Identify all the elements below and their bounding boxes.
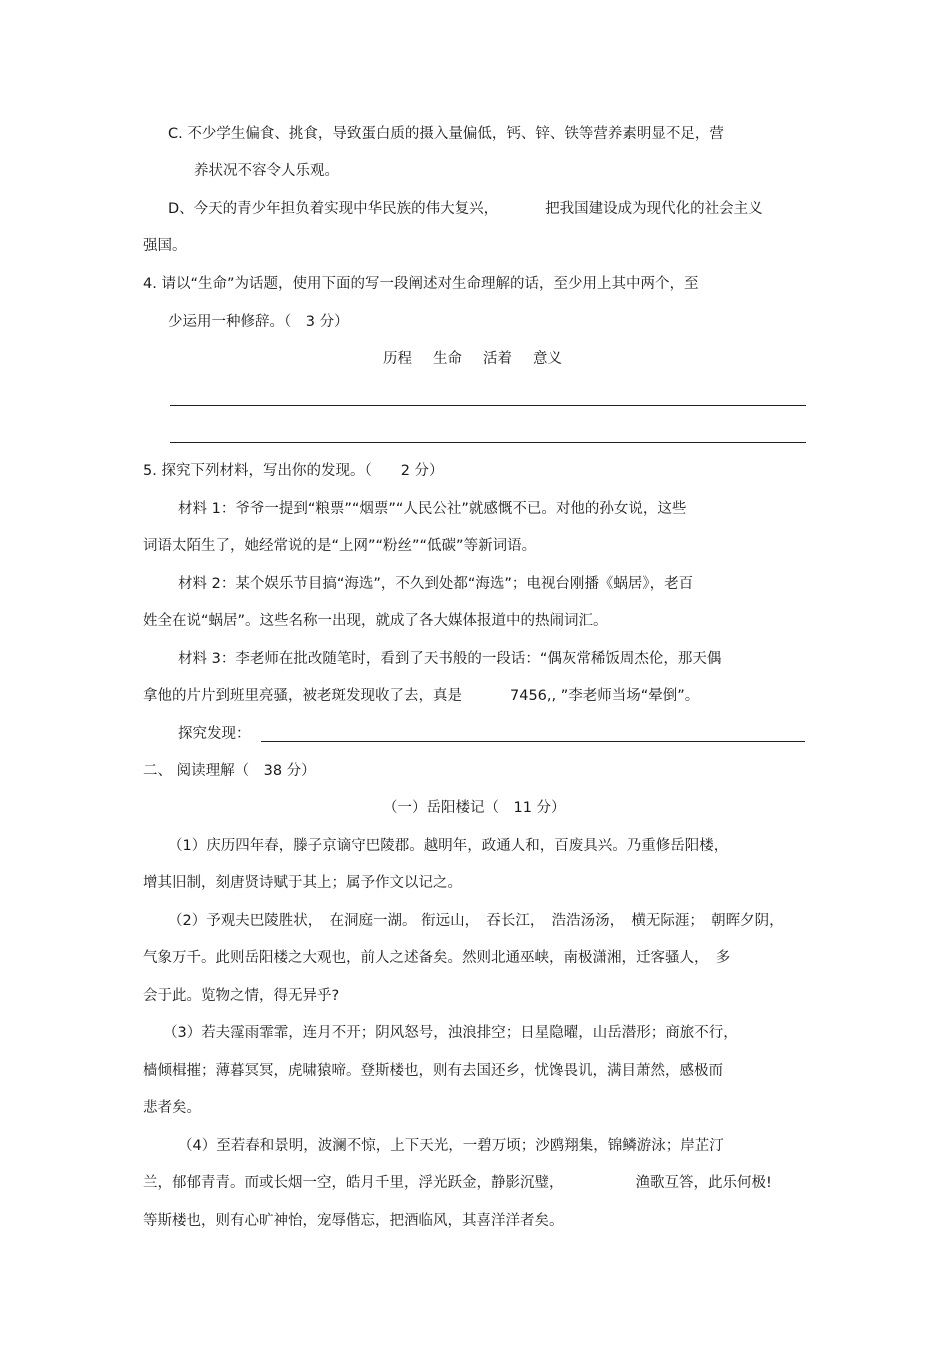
- passage-title: （一）岳阳楼记（ 11 分）: [383, 800, 566, 816]
- word-4: 意义: [533, 351, 562, 367]
- word-1: 历程: [383, 351, 412, 367]
- material-1-line2: 词语太陌生了，她经常说的是“上网”“粉丝”“低碳”等新词语。: [143, 538, 537, 554]
- paragraph-4-line1: （4）至若春和景明，波澜不惊，上下天光，一碧万顷；沙鸥翔集，锦鳞游泳；岸芷汀: [178, 1138, 724, 1154]
- paragraph-4-line2: [143, 1173, 772, 1193]
- option-d-line1-part1: D、今天的青少年担负着实现中华民族的伟大复兴，: [168, 201, 499, 217]
- word-3: 活着: [483, 351, 512, 367]
- option-d-line2: 强国。: [143, 238, 187, 254]
- material-2-line2: 姓全在说“蜗居”。这些名称一出现，就成了各大媒体报道中的热闹词汇。: [143, 613, 608, 629]
- material-2-line1: 材料 2：某个娱乐节目搞“海选”，不久到处都“海选”；电视台刚播《蜗居》，老百: [178, 576, 694, 592]
- paragraph-2-line3: 会于此。览物之情，得无异乎?: [143, 988, 340, 1004]
- option-d-line1: [168, 199, 763, 219]
- paragraph-2-line2: 气象万千。此则岳阳楼之大观也，前人之述备矣。然则北通巫峡，南极潇湘，迁客骚人， 多: [143, 950, 731, 966]
- paragraph-4-line2-part2: 渔歌互答，此乐何极!: [635, 1175, 772, 1191]
- material-3-line1: 材料 3：李老师在批改随笔时，看到了天书般的一段话：“偶灰常稀饭周杰伦，那天偶: [178, 651, 722, 667]
- paragraph-1-line2: 增其旧制，刻唐贤诗赋于其上；属予作文以记之。: [143, 875, 462, 891]
- paragraph-4-line3: 等斯楼也，则有心旷神怡，宠辱偕忘，把酒临风，其喜洋洋者矣。: [143, 1213, 564, 1229]
- paragraph-3-line3: 悲者矣。: [143, 1100, 201, 1116]
- finding-label: 探究发现：: [178, 726, 251, 742]
- material-3-line2-part2: 7456,, ”李老师当场“晕倒”。: [510, 688, 700, 704]
- material-3-line2-part1: 拿他的片片到班里亮骚，被老斑发现收了去，真是: [143, 688, 462, 704]
- question-5-title: 5. 探究下列材料，写出你的发现。（ 2 分）: [143, 463, 444, 479]
- paragraph-3-line2: 樯倾楫摧；薄暮冥冥，虎啸猿啼。登斯楼也，则有去国还乡，忧馋畏讥，满目萧然，感极而: [143, 1063, 723, 1079]
- finding-answer-line[interactable]: [261, 741, 805, 742]
- option-c-line1: C. 不少学生偏食、挑食，导致蛋白质的摄入量偏低，钙、锌、铁等营养素明显不足，营: [168, 126, 724, 142]
- question-4-line1: 4. 请以“生命”为话题，使用下面的写一段阐述对生命理解的话，至少用上其中两个，至: [143, 276, 699, 292]
- question-4-line2: 少运用一种修辞。（ 3 分）: [168, 314, 349, 330]
- option-c-line2: 养状况不容令人乐观。: [194, 163, 339, 179]
- material-3-line2: [143, 686, 699, 706]
- word-2: 生命: [433, 351, 462, 367]
- answer-line-1[interactable]: [170, 405, 806, 406]
- paragraph-1-line1: （1）庆历四年春，滕子京谪守巴陵郡。越明年，政通人和，百废具兴。乃重修岳阳楼，: [168, 838, 729, 854]
- answer-line-2[interactable]: [170, 442, 806, 443]
- paragraph-3-line1: （3）若夫霪雨霏霏，连月不开；阴风怒号，浊浪排空；日星隐曜，山岳潜形；商旅不行，: [163, 1025, 738, 1041]
- material-1-line1: 材料 1：爷爷一提到“粮票”“烟票”“人民公社”就感慨不已。对他的孙女说，这些: [178, 501, 687, 517]
- option-d-line1-part2: 把我国建设成为现代化的社会主义: [545, 201, 763, 217]
- section-2-title: 二、 阅读理解（ 38 分）: [143, 763, 316, 779]
- paragraph-2-line1: （2）予观夫巴陵胜状， 在洞庭一湖。 衔远山， 吞长江， 浩浩汤汤， 横无际涯； 朝晖夕阴，: [168, 913, 784, 929]
- paragraph-4-line2-part1: 兰，郁郁青青。而或长烟一空，皓月千里，浮光跃金，静影沉璧，: [143, 1175, 564, 1191]
- question-4-words: [383, 349, 562, 369]
